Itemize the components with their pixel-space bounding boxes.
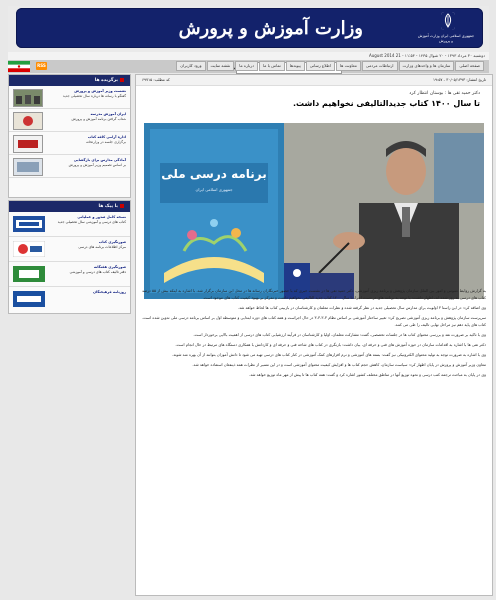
nav-item-news[interactable]: اطلاع رسانی bbox=[306, 61, 335, 71]
link-item[interactable] bbox=[9, 287, 130, 311]
featured-item-text bbox=[46, 158, 126, 168]
link-item[interactable] bbox=[9, 237, 130, 262]
nav-item-organizations[interactable]: سازمان ها و واحدهای وزارت bbox=[399, 61, 455, 71]
links-panel-header bbox=[9, 201, 130, 212]
date-bar bbox=[8, 52, 489, 60]
article-paragraph: وی در پایان به مباحث ترجمه کتب درسی و نحوه توزیع آنها در مناطق مختلف کشور اشاره کرد و گفت: همه کتاب ها تا پیش از مهر ماه توزیع خواهد شد. bbox=[249, 372, 486, 377]
nav-item-sitemap[interactable]: نقشه سایت bbox=[207, 61, 235, 71]
nav-item-contact[interactable]: تماس با ما bbox=[259, 61, 285, 71]
link-item-text bbox=[52, 215, 126, 225]
featured-item-text bbox=[46, 135, 126, 145]
article-container bbox=[135, 74, 493, 596]
article-paragraph: سرپرست سازمان پژوهش و برنامه ریزی آموزشی تصریح کرد: تغییر ساختار آموزشی بر اساس نظام ۳-۳-۳-۳ در حال اجراست و همه کتاب های دوره ابتدایی و متوسطه اول بر اساس برنامه درسی ملی تدوین شده است. کتاب های پایه دهم نیز مراحل نهایی تالیف را طی می کنند. bbox=[142, 315, 486, 327]
news-thumbnail[interactable] bbox=[13, 158, 43, 176]
featured-item-title[interactable]: آمادگی مدارس برای بازگشایی bbox=[73, 158, 126, 162]
article-meta-bar bbox=[136, 75, 492, 86]
featured-item-text bbox=[46, 89, 126, 99]
link-item-text bbox=[52, 290, 126, 295]
links-panel bbox=[8, 200, 131, 314]
news-thumbnail[interactable] bbox=[13, 89, 43, 107]
nav-item-deputies[interactable]: معاونت ها bbox=[336, 61, 361, 71]
sidebar bbox=[8, 74, 129, 374]
news-thumbnail[interactable] bbox=[13, 112, 43, 130]
featured-item-title[interactable]: ایران آموزش مدرسه bbox=[90, 112, 126, 116]
featured-item-desc: گفتگو با رسانه ها درباره سال تحصیلی جدید bbox=[62, 94, 126, 98]
link-item-title[interactable]: نسخه کامل صدور و عملیاتی bbox=[77, 215, 126, 219]
article-paragraph: وی با تاکید بر ضرورت نقد و بررسی محتوای کتاب ها در جلسات تخصصی، گفت: مشارکت معلمان، اولیا و کارشناسان در فرآیند ارزشیابی کتاب های درسی از اهمیت بالایی برخوردار است. bbox=[193, 332, 486, 337]
featured-title: برگزیده ها bbox=[94, 78, 118, 83]
news-thumbnail[interactable] bbox=[13, 135, 43, 153]
featured-item[interactable] bbox=[9, 155, 130, 178]
book-cover-title: برنامه درسی ملی bbox=[161, 167, 267, 181]
current-date: دوشنبه ۳۰ مرداد ۱۳۹۳ - ۲۰ شوال ۱۴۳۵ - August 2014 21 - ۱۱:۵۳ bbox=[369, 53, 485, 58]
link-item[interactable] bbox=[9, 212, 130, 237]
book-cover-subtitle: جمهوری اسلامی ایران bbox=[195, 187, 233, 192]
nav-item-links[interactable]: پیوندها bbox=[286, 61, 305, 71]
article-supertitle: دکتر حمید تقی ها : بوستان انتظار کرد bbox=[409, 91, 480, 96]
roshd-logo[interactable] bbox=[13, 241, 45, 257]
book-logo[interactable] bbox=[13, 266, 45, 282]
featured-panel-header bbox=[9, 75, 130, 86]
article-headline: تا سال ۱۴۰۰ کتاب جدید‌التالیفی نخواهیم داشت. bbox=[292, 99, 480, 108]
link-item-desc: دفتر تالیف کتاب های درسی و آموزشی bbox=[69, 270, 126, 274]
bullet-icon bbox=[120, 204, 124, 208]
article-paragraph: دکتر تقی ها با اشاره به اقدامات سازمان در حوزه آموزش های فنی و حرفه ای، بیان داشت: بازنگری در کتاب های شاخه فنی و حرفه ای و کاردانش با همکاری دستگاه های مرتبط در حال انجام است. bbox=[175, 342, 486, 347]
link-item-title[interactable]: صورتگیری کتاب bbox=[98, 240, 126, 244]
link-item-desc: مرکز اطلاعات برنامه های درسی bbox=[78, 245, 126, 249]
featured-item-desc: شتاب گرفتن برنامه آموزش و پرورش bbox=[71, 117, 126, 121]
article-date: تاریخ انتشار: ۳۰/۰۵/۱۳۹۳ - ۱۹:۵۷ bbox=[433, 77, 486, 82]
article-code: کد مطلب: ۶۹۷۱۵ bbox=[142, 77, 170, 82]
iran-emblem-icon bbox=[441, 12, 455, 30]
article-body bbox=[142, 287, 486, 381]
link-item-text bbox=[52, 265, 126, 275]
featured-item-desc: برگزاری جلسه در وزارتخانه bbox=[85, 140, 126, 144]
book-cover bbox=[144, 123, 284, 299]
article-photo bbox=[144, 123, 484, 299]
ministry-subtitle: جمهوری اسلامی ایران وزارت آموزش و پرورش bbox=[417, 34, 475, 43]
iran-flag-icon[interactable] bbox=[8, 61, 30, 72]
article-paragraph: وی اضافه کرد: در این راستا ۳ اولویت برای مدارس سال تحصیلی جدید در نظر گرفته شده و نظرات معلمان و کارشناسان در بازبینی کتاب ها لحاظ خواهد شد. bbox=[237, 305, 486, 310]
sedaye-moallem-logo[interactable] bbox=[13, 216, 45, 232]
featured-item-text bbox=[46, 112, 126, 122]
featured-item-title[interactable]: نشست وزیر آموزش و پرورش bbox=[74, 89, 126, 93]
site-title: وزارت آموزش و پرورش bbox=[178, 18, 363, 39]
featured-panel bbox=[8, 74, 131, 198]
nav-item-about[interactable]: درباره ما bbox=[235, 61, 258, 71]
link-item-title[interactable]: روزنامه فرهیختگان bbox=[93, 290, 126, 294]
link-item-text bbox=[52, 240, 126, 250]
nav-item-login[interactable]: ورود کاربران bbox=[176, 61, 205, 71]
nav-item-public-relations[interactable]: ارتباطات مردمی bbox=[362, 61, 398, 71]
featured-item[interactable] bbox=[9, 86, 130, 109]
nav-items bbox=[176, 61, 484, 71]
link-item[interactable] bbox=[9, 262, 130, 287]
bullet-icon bbox=[120, 78, 124, 82]
links-title: با پیک ها bbox=[98, 204, 118, 209]
featured-item-title[interactable]: اداره آرامی کافه کتاب bbox=[87, 135, 126, 139]
farhikhtegan-logo[interactable] bbox=[13, 291, 45, 307]
nav-item-home[interactable]: صفحه اصلی bbox=[455, 61, 484, 71]
featured-item-desc: بر اساس تصمیم وزیر آموزش و پرورش bbox=[68, 163, 126, 167]
article-paragraph: وی با اشاره به ضرورت توجه به تولید محتوای الکترونیکی نیز گفت: بسته های آموزشی و نرم افزارهای کمک آموزشی در کنار کتاب های درسی تهیه می شود تا دانش آموزان بتوانند از آن بهره مند شوند. bbox=[172, 352, 486, 357]
featured-item[interactable] bbox=[9, 132, 130, 155]
link-item-title[interactable]: صورتگیری هفتگانه bbox=[93, 265, 126, 269]
rss-button[interactable]: RSS bbox=[37, 63, 46, 68]
article-paragraph: معاون وزیر آموزش و پرورش در پایان اظهار کرد: سیاست سازمان، کاهش حجم کتاب ها و افزایش کیفیت محتوای آموزشی است و در این مسیر از نظرات همه ذینفعان استفاده خواهد شد. bbox=[192, 362, 486, 367]
article-paragraph: به گزارش روابط عمومی و امور بین الملل سازمان پژوهش و برنامه ریزی آموزشی، دکتر حمید تقی ها در نشست خبری که با حضور خبرنگاران رسانه ها در محل این سازمان برگزار شد، با اشاره به اینکه بیش از ۵۵ درصد کتاب های درسی به روز شده اند، اظهار داشت: با توجه به برنامه های در دست اجرا، تا سال ۱۴۰۰ کتاب جدید التالیفی نخواهیم داشت و تمرکز بر بهبود کیفیت کتاب های موجود است. bbox=[142, 288, 486, 300]
site-banner[interactable] bbox=[16, 8, 483, 48]
link-item-desc: کتاب های درسی و آموزشی سال تحصیلی جدید bbox=[57, 220, 126, 224]
featured-item[interactable] bbox=[9, 109, 130, 132]
